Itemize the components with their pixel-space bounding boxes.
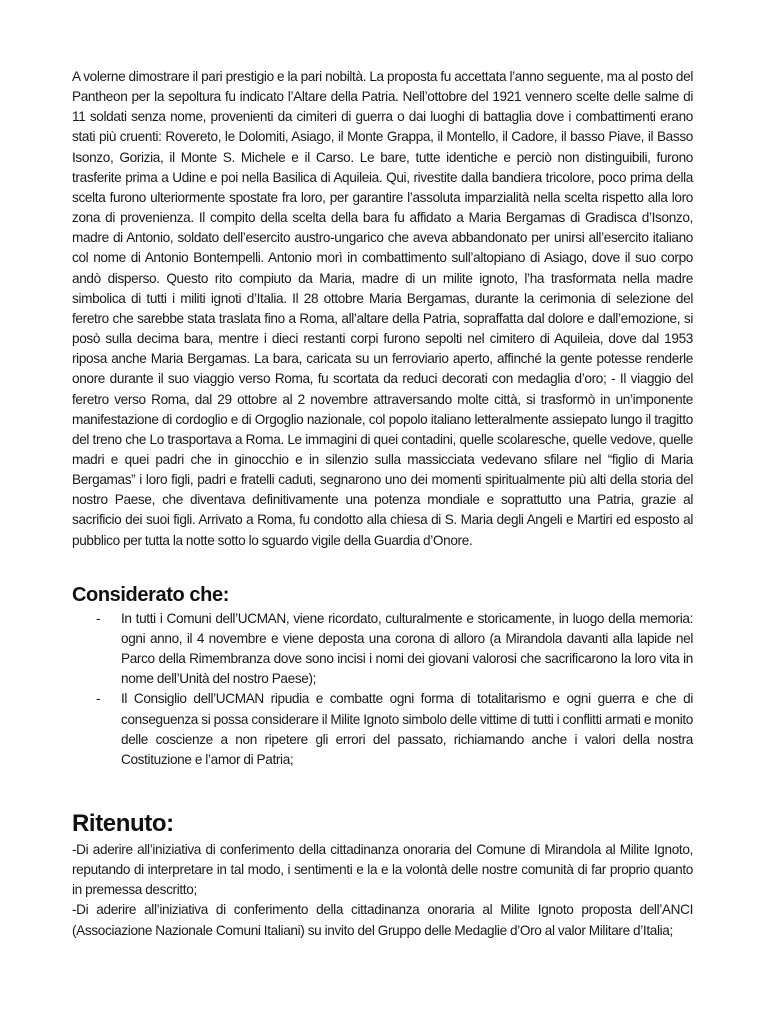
dash-bullet-icon: - bbox=[96, 691, 101, 707]
ritenuto-item: -Di aderire all’iniziativa di conferimento della cittadinanza onoraria del Comune di Mirandola al Milite Ignoto, reputando di interpretare in tal modo, i sentimenti e la e la volontà delle nostre comunità di far proprio quanto in premessa descritto; bbox=[72, 842, 693, 898]
ritenuto-item: -Di aderire all’iniziativa di conferimento della cittadinanza onoraria al Milite Ignoto proposta dell’ANCI (Associazione Nazionale Comuni Italiani) su invito del Gruppo delle Medaglie d’Oro al valor Militare d’Italia; bbox=[72, 902, 693, 938]
document-page bbox=[72, 67, 693, 941]
intro-paragraph: A volerne dimostrare il pari prestigio e la pari nobiltà. La proposta fu accettata l’anno seguente, ma al posto del Pantheon per la sepoltura fu indicato l’Altare della Patria. Nell’ottobre del 1921 vennero scelte delle salme di 11 soldati senza nome, provenienti da cimiteri di guerra o dai luoghi di battaglia dove i combattimenti erano stati più cruenti: Rovereto, le Dolomiti, Asiago, il Monte Grappa, il Montello, il Cadore, il basso Piave, il Basso Isonzo, Gorizia, il Monte S. Michele e il Carso. Le bare, tutte identiche e perciò non distinguibili, furono trasferite prima a Udine e poi nella Basilica di Aquileia. Qui, rivestite dalla bandiera tricolore, poco prima della scelta furono ulteriormente spostate fra loro, per garantire l’assoluta imparzialità nella scelta rispetto alla loro zona di provenienza. Il compito della scelta della bara fu affidato a Maria Bergamas di Gradisca d’Isonzo, madre di Antonio, soldato dell’esercito austro-ungarico che aveva abbandonato per unirsi all’esercito italiano col nome di Antonio Bontempelli. Antonio morì in combattimento sull’altopiano di Asiago, dove il suo corpo andò disperso. Questo rito compiuto da Maria, madre di un milite ignoto, l’ha trasformata nella madre simbolica di tutti i militi ignoti d’Italia. Il 28 ottobre Maria Bergamas, durante la cerimonia di selezione del feretro che sarebbe stata traslata fino a Roma, all’altare della Patria, sopraffatta dal dolore e dall’emozione, si posò sulla decima bara, mentre i dieci restanti corpi furono sepolti nel cimitero di Aquileia, dove dal 1953 riposa anche Maria Bergamas. La bara, caricata su un ferroviario aperto, affinché la gente potesse renderle onore durante il suo viaggio verso Roma, fu scortata da reduci decorati con medaglia d’oro; - Il viaggio del feretro verso Roma, dal 29 ottobre al 2 novembre attraversando molte città, si trasformò in un’imponente manifestazione di cordoglio e di Orgoglio nazionale, col popolo italiano letteralmente assiepato lungo il tragitto del treno che Lo trasportava a Roma. Le immagini di quei contadini, quelle scolaresche, quelle vedove, quelle madri e quei padri che in ginocchio e in silenzio sulla massicciata vedevano sfilare nel “figlio di Maria Bergamas” i loro figli, padri e fratelli caduti, segnarono uno dei momenti spiritualmente più alti della storia del nostro Paese, che diventava definitivamente una potenza mondiale e soprattutto una Patria, grazie al sacrificio dei suoi figli. Arrivato a Roma, fu condotto alla chiesa di S. Maria degli Angeli e Martiri ed esposto al pubblico per tutta la notte sotto lo sguardo vigile della Guardia d’Onore. bbox=[72, 69, 693, 548]
considerato-item bbox=[96, 609, 693, 690]
dash-bullet-icon: - bbox=[96, 610, 101, 626]
section-heading-ritenuto: Ritenuto: bbox=[72, 810, 174, 837]
section-heading-considerato: Considerato che: bbox=[72, 583, 229, 606]
considerato-item bbox=[96, 689, 693, 770]
considerato-item-text: In tutti i Comuni dell’UCMAN, viene ricordato, culturalmente e storicamente, in luogo della memoria: ogni anno, il 4 novembre e viene deposta una corona di alloro (a Mirandola davanti alla lapide nel Parco della Rimembranza dove sono incisi i nomi dei giovani valorosi che sacrificarono la loro vita in nome dell’Unità del nostro Paese); bbox=[121, 610, 693, 687]
considerato-list bbox=[72, 609, 693, 770]
considerato-item-text: Il Consiglio dell’UCMAN ripudia e combatte ogni forma di totalitarismo e ogni guerra e che di conseguenza si possa considerare il Milite Ignoto simbolo delle vittime di tutti i conflitti armati e monito delle coscienze a non ripetere gli errori del passato, richiamando anche i valori della nostra Costituzione e l’amor di Patria; bbox=[121, 691, 693, 767]
